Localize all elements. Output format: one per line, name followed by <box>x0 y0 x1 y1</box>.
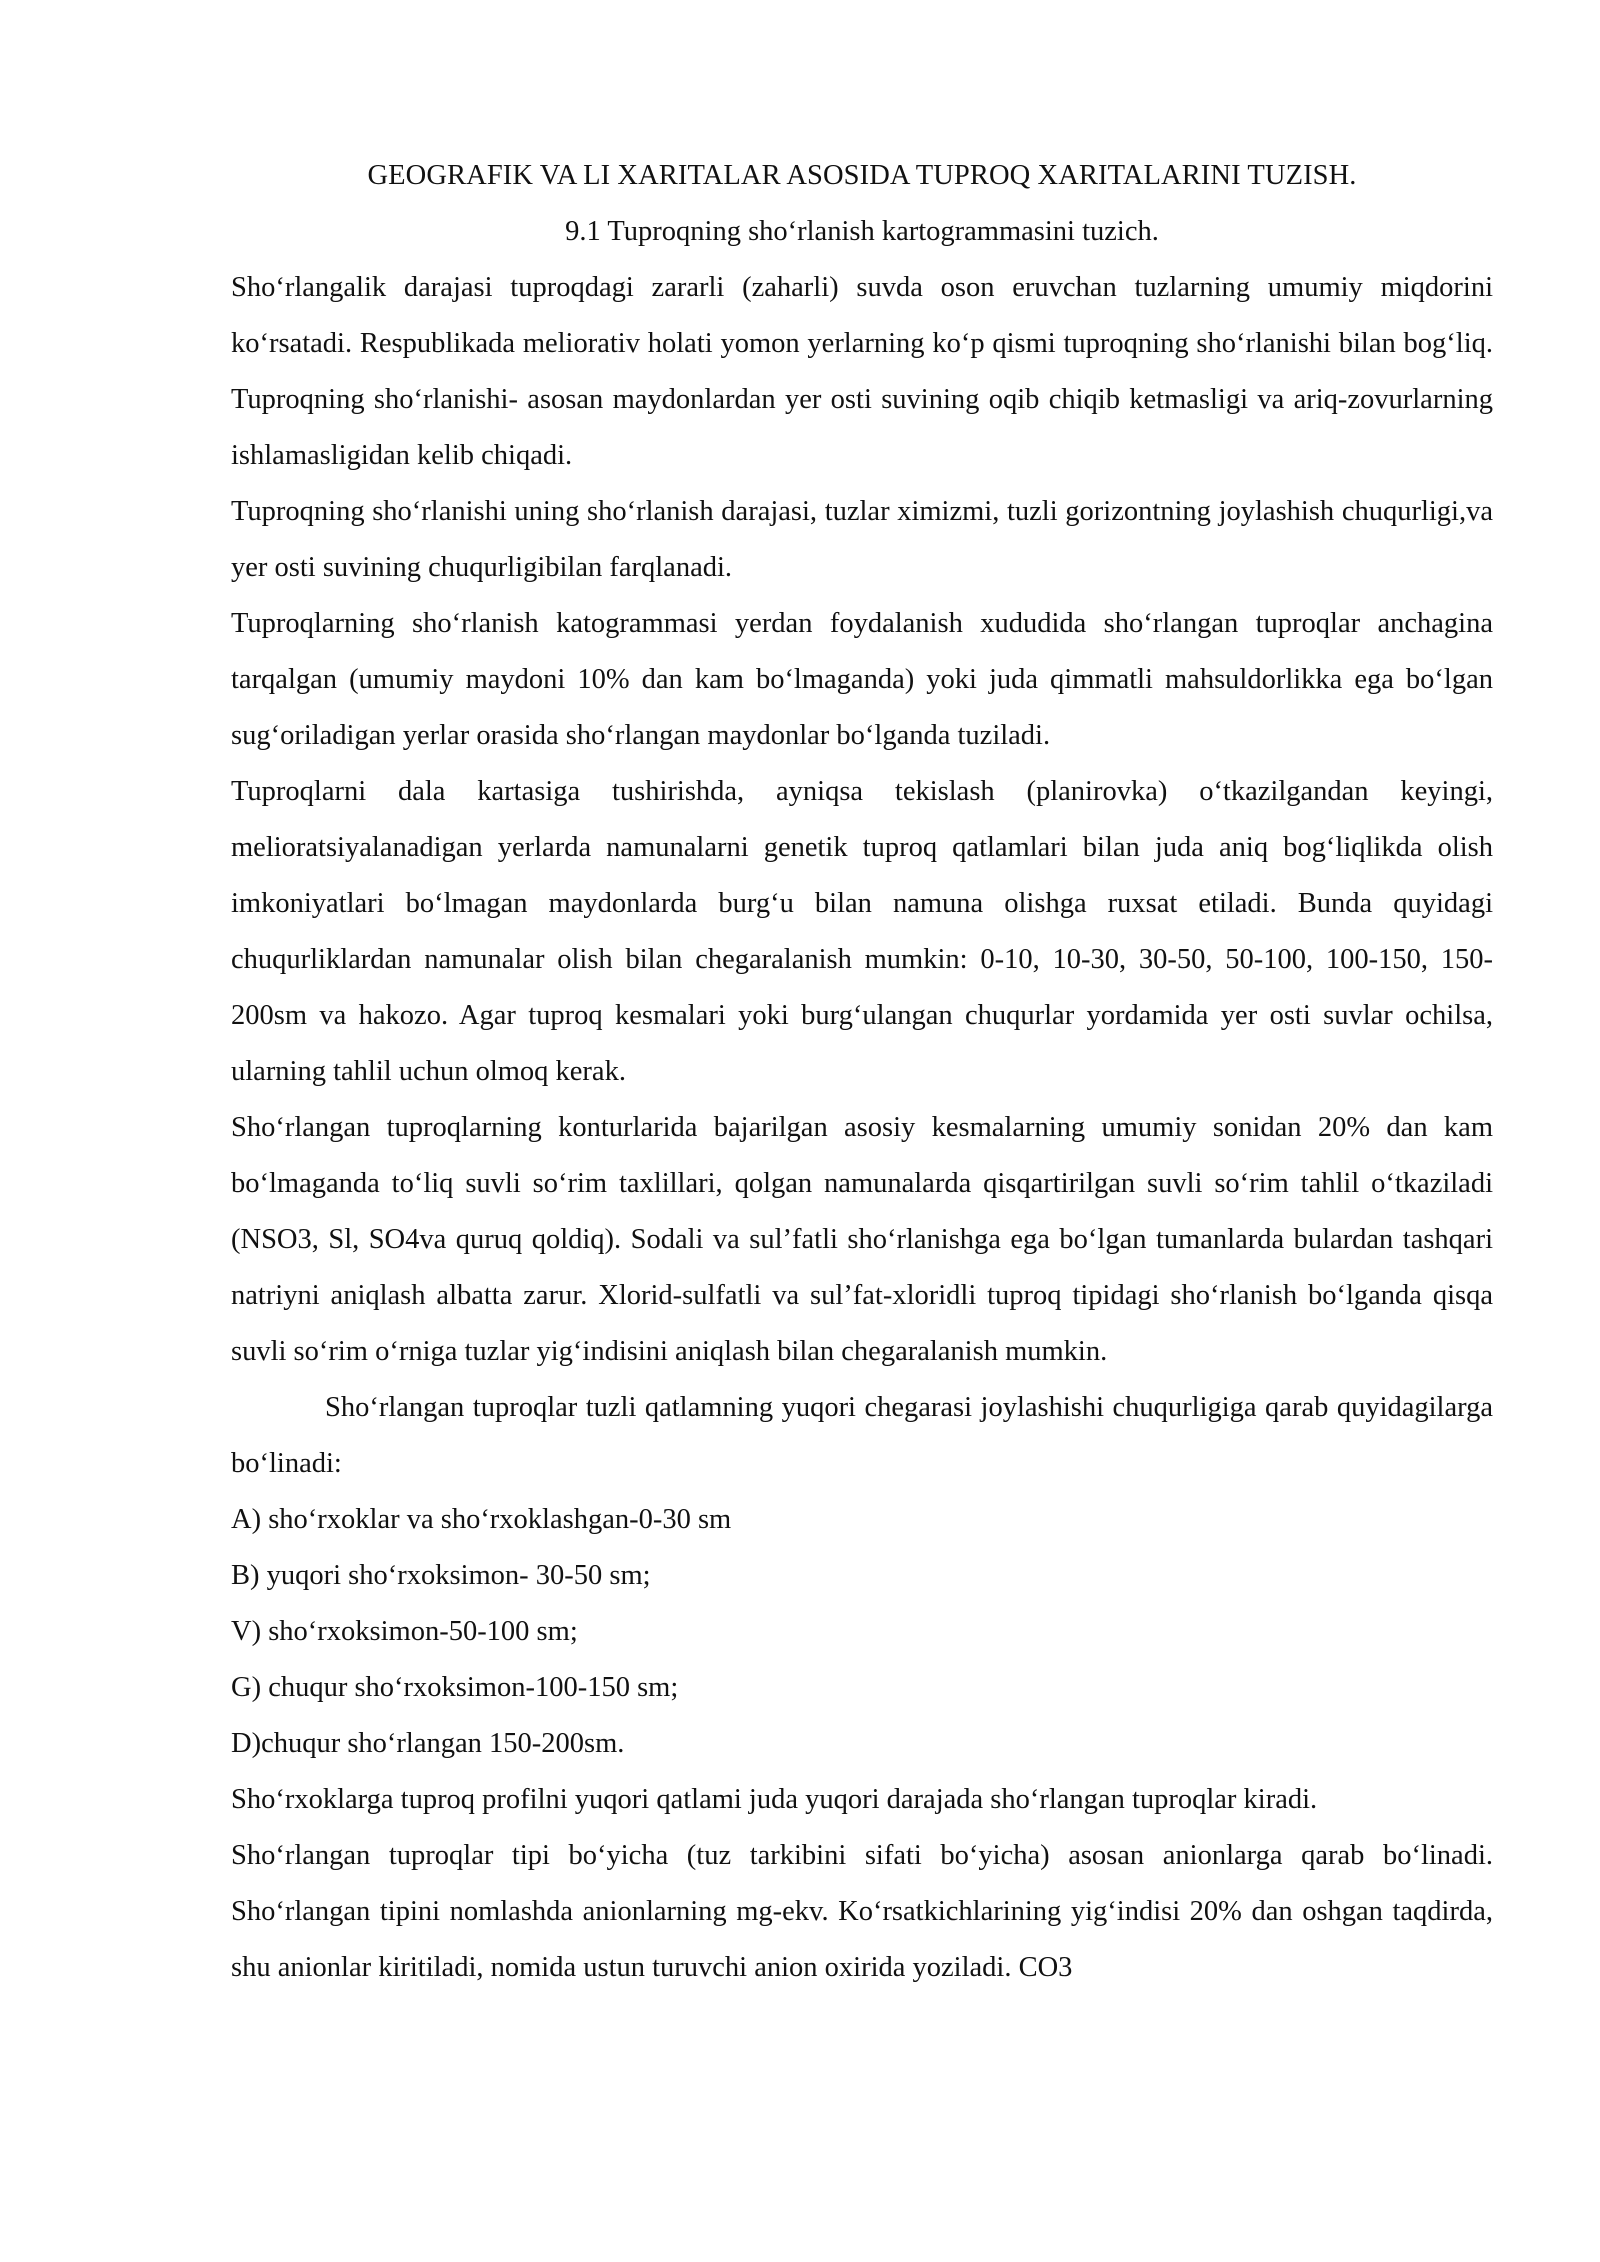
paragraph: Tuproqlarni dala kartasiga tushirishda, ayniqsa tekislash (planirovka) o‘tkazilgandan keyingi, melioratsiyalanadigan yerlarda namunalarni genetik tuproq qatlamlari bilan juda aniq bog‘liqlikda olish imkoniyatlari bo‘lmagan maydonlarda burg‘u bilan namuna olishga ruxsat etiladi. Bunda quyidagi chuqurliklardan namunalar olish bilan chegaralanish mumkin: 0-10, 10-30, 30-50, 50-100, 100-150, 150-200sm va hakozo. Agar tuproq kesmalari yoki burg‘ulangan chuqurlar yordamida yer osti suvlar ochilsa, ularning tahlil uchun olmoq kerak. <box>231 776 1493 1087</box>
paragraph: Sho‘rlangalik darajasi tuproqdagi zararli (zaharli) suvda oson eruvchan tuzlarning umumiy miqdorini ko‘rsatadi. Respublikada meliorativ holati yomon yerlarning ko‘p qismi tuproqning sho‘rlanishi bilan bog‘liq. Tuproqning sho‘rlanishi- asosan maydonlardan yer osti suvining oqib chiqib ketmasligi va ariq-zovurlarning ishlamasligidan kelib chiqadi. <box>231 272 1493 471</box>
paragraph-indented: Sho‘rlangan tuproqlar tuzli qatlamning yuqori chegarasi joylashishi chuqurligiga qarab quyidagilarga bo‘linadi: <box>231 1392 1493 1479</box>
list-item: A) sho‘rxoklar va sho‘rxoklashgan-0-30 sm <box>231 1504 732 1535</box>
list-item: D)chuqur sho‘rlangan 150-200sm. <box>231 1728 625 1759</box>
paragraph: Sho‘rlangan tuproqlarning konturlarida bajarilgan asosiy kesmalarning umumiy sonidan 20% dan kam bo‘lmaganda to‘liq suvli so‘rim taxlillari, qolgan namunalarda qisqartirilgan suvli so‘rim tahlil o‘tkaziladi (NSO3, Sl, SO4va quruq qoldiq). Sodali va sul’fatli sho‘rlanishga ega bo‘lgan tumanlarda bulardan tashqari natriyni aniqlash albatta zarur. Xlorid-sulfatli va sul’fat-xloridli tuproq tipidagi sho‘rlanish bo‘lganda qisqa suvli so‘rim o‘rniga tuzlar yig‘indisini aniqlash bilan chegaralanish mumkin. <box>231 1112 1493 1367</box>
paragraph: Tuproqlarning sho‘rlanish katogrammasi yerdan foydalanish xududida sho‘rlangan tuproqlar anchagina tarqalgan (umumiy maydoni 10% dan kam bo‘lmaganda) yoki juda qimmatli mahsuldorlikka ega bo‘lgan sug‘oriladigan yerlar orasida sho‘rlangan maydonlar bo‘lganda tuziladi. <box>231 608 1493 751</box>
paragraph: Sho‘rlangan tuproqlar tipi bo‘yicha (tuz tarkibini sifati bo‘yicha) asosan anionlarga qarab bo‘linadi. Sho‘rlangan tipini nomlashda anionlarning mg-ekv. Ko‘rsatkichlarining yig‘indisi 20% dan oshgan taqdirda, shu anionlar kiritiladi, nomida ustun turuvchi anion oxirida yoziladi. CO3 <box>231 1840 1493 1983</box>
paragraph: Sho‘rxoklarga tuproq profilni yuqori qatlami juda yuqori darajada sho‘rlangan tuproqlar kiradi. <box>231 1784 1318 1815</box>
section-subtitle: 9.1 Tuproqning sho‘rlanish kartogrammasini tuzich. <box>565 216 1159 247</box>
document-title: GEOGRAFIK VA LI XARITALAR ASOSIDA TUPROQ XARITALARINI TUZISH. <box>367 160 1357 191</box>
list-item: B) yuqori sho‘rxoksimon- 30-50 sm; <box>231 1560 651 1591</box>
list-item: V) sho‘rxoksimon-50-100 sm; <box>231 1616 578 1647</box>
paragraph: Tuproqning sho‘rlanishi uning sho‘rlanish darajasi, tuzlar ximizmi, tuzli gorizontning joylashish chuqurligi,va yer osti suvining chuqurligibilan farqlanadi. <box>231 496 1493 583</box>
list-item: G) chuqur sho‘rxoksimon-100-150 sm; <box>231 1672 679 1703</box>
document-body <box>231 148 1493 1996</box>
